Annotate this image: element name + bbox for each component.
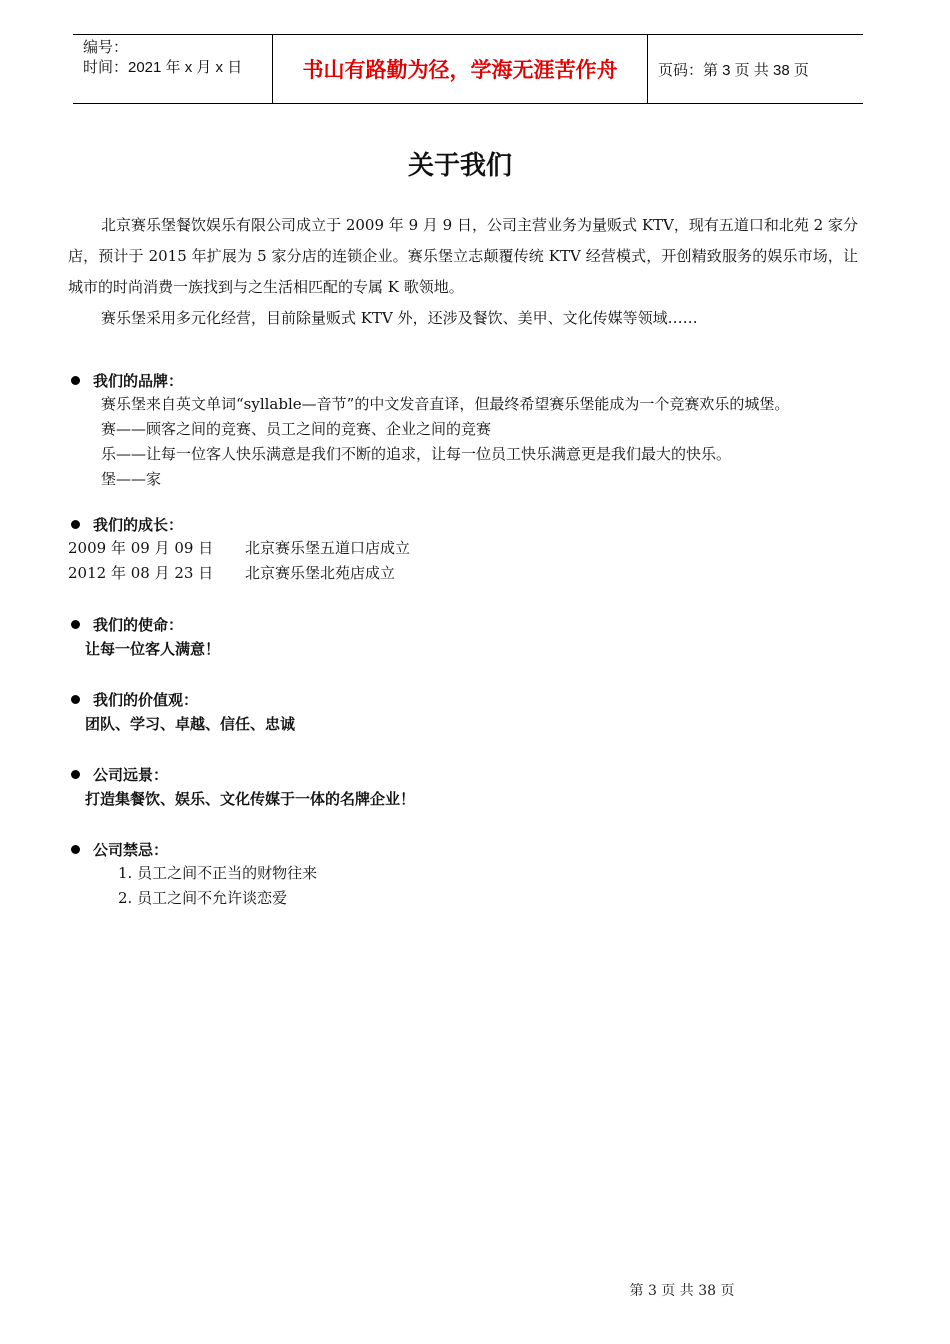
brand-desc: 赛乐堡来自英文单词“syllable—音节”的中文发音直译，但最终希望赛乐堡能成为一个竞赛欢乐的城堡。 — [101, 395, 790, 413]
mission-text: 让每一位客人满意！ — [85, 640, 221, 658]
header-meta — [73, 35, 273, 103]
bullet-icon — [71, 376, 80, 385]
number-label: 编号： — [83, 39, 129, 56]
footer-page-number: 第 3 页 共 38 页 — [629, 1283, 735, 1299]
growth-event: 北京赛乐堡五道口店成立 — [245, 539, 411, 557]
intro-paragraph: 赛乐堡采用多元化经营，目前除量贩式 KTV 外，还涉及餐饮、美甲、文化传媒等领域…… — [101, 309, 698, 327]
section-heading: 公司远景： — [93, 765, 169, 784]
growth-row — [68, 561, 858, 586]
growth-date: 2012 年 08 月 23 日 — [68, 564, 214, 582]
brand-section — [68, 368, 858, 492]
intro-paragraph: 北京赛乐堡餐饮娱乐有限公司成立于 2009 年 9 月 9 日，公司主营业务为量贩式 KTV，现有五道口和北苑 2 家分店，预计于 2015 年扩展为 5 家分店的连锁企业。赛乐堡立志颠覆传统 KTV 经营模式，开创精致服务的娱乐市场，让城市的时尚消费一族找到与之生活相匹配的专属 K 歌领地。 — [68, 216, 858, 296]
taboo-item: 1. 员工之间不正当的财物往来 — [118, 864, 318, 882]
taboos-section — [68, 837, 858, 911]
section-heading: 公司禁忌： — [93, 840, 169, 859]
header-motto: 书山有路勤为径，学海无涯苦作舟 — [273, 35, 648, 103]
section-heading: 我们的使命： — [93, 615, 184, 634]
page-title: 关于我们 — [407, 151, 512, 181]
taboo-item: 2. 员工之间不允许谈恋爱 — [118, 889, 288, 907]
growth-row — [68, 536, 858, 561]
section-heading: 我们的成长： — [93, 515, 184, 534]
growth-date: 2009 年 09 月 09 日 — [68, 539, 214, 557]
vision-section — [68, 762, 858, 813]
brand-item: 赛——顾客之间的竞赛、员工之间的竞赛、企业之间的竞赛 — [101, 420, 492, 438]
page-footer — [0, 1280, 950, 1300]
growth-event: 北京赛乐堡北苑店成立 — [245, 564, 396, 582]
mission-section — [68, 612, 858, 663]
bullet-icon — [71, 520, 80, 529]
vision-text: 打造集餐饮、娱乐、文化传媒于一体的名牌企业！ — [85, 790, 416, 808]
document-body — [68, 210, 858, 911]
bullet-icon — [71, 845, 80, 854]
section-heading: 我们的价值观： — [93, 690, 199, 709]
values-text: 团队、学习、卓越、信任、忠诚 — [85, 715, 296, 733]
page-header — [73, 34, 863, 104]
bullet-icon — [71, 620, 80, 629]
bullet-icon — [71, 695, 80, 704]
header-page-info: 页码：第 3 页 共 38 页 — [658, 61, 809, 79]
time-label: 时间：2021 年 x 月 x 日 — [83, 59, 243, 76]
bullet-icon — [71, 770, 80, 779]
section-heading: 我们的品牌： — [93, 371, 184, 390]
brand-item: 堡——家 — [101, 470, 162, 488]
growth-section — [68, 512, 858, 586]
values-section — [68, 687, 858, 738]
brand-item: 乐——让每一位客人快乐满意是我们不断的追求，让每一位员工快乐满意更是我们最大的快乐。 — [101, 445, 732, 463]
